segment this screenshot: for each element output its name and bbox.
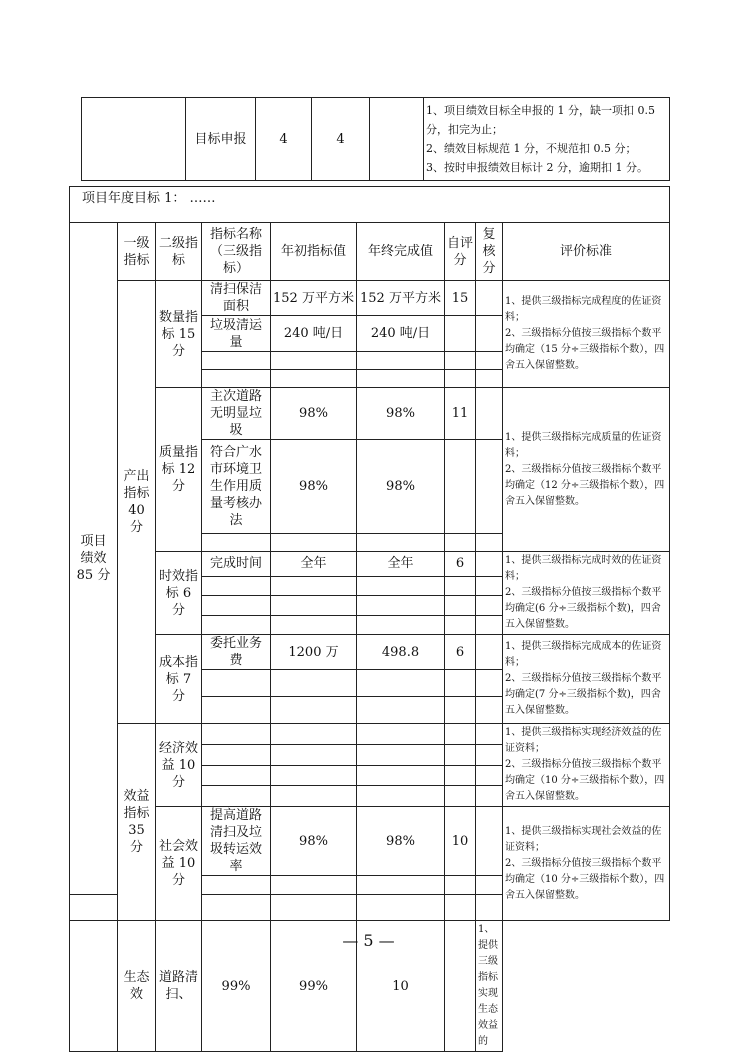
- cost-label: 成本指标 7 分: [156, 635, 202, 724]
- cell-initial: 1200 万: [271, 635, 357, 670]
- cell-initial: 全年: [271, 552, 357, 577]
- header-level3: 指标名称（三级指标）: [202, 223, 271, 281]
- header-level2: 二级指标: [156, 223, 202, 281]
- cell-initial: 240 吨/日: [271, 316, 357, 352]
- social-label: 社会效益 10 分: [156, 807, 202, 921]
- cell-final: 98%: [357, 807, 445, 876]
- cell-initial: 98%: [271, 440, 357, 534]
- cell-final: 98%: [357, 440, 445, 534]
- cell-initial: 98%: [271, 807, 357, 876]
- cell-final: 498.8: [357, 635, 445, 670]
- cell-final: 98%: [357, 388, 445, 440]
- cell-initial: 99%: [202, 921, 271, 1052]
- cell-name: 清扫保洁面积: [202, 281, 271, 316]
- weight: 4: [256, 98, 312, 181]
- timeliness-label: 时效指标 6 分: [156, 552, 202, 635]
- ecology-criteria: 1、提供三级指标实现生态效益的: [476, 921, 503, 1052]
- output-label: 产出指标 40 分: [118, 281, 156, 724]
- quality-criteria: 1、提供三级指标完成质量的佐证资料； 2、三级指标分值按三级指标个数平均确定（12 分÷三级指标个数），四舍五入保留整数。: [503, 388, 670, 552]
- cell-name: 完成时间: [202, 552, 271, 577]
- cell-name: 道路清扫、: [156, 921, 202, 1052]
- cell-final: 152 万平方米: [357, 281, 445, 316]
- item-label: 目标申报: [186, 98, 256, 181]
- cell-name: 委托业务费: [202, 635, 271, 670]
- criteria-text: 1、项目绩效目标全申报的 1 分，缺一项扣 0.5 分，扣完为止； 2、绩效目标规范 1 分，不规范扣 0.5 分； 3、按时申报绩效目标计 2 分，逾期扣 1 分。: [424, 98, 670, 181]
- cost-criteria: 1、提供三级指标完成成本的佐证资料； 2、三级指标分值按三级指标个数平均确定(7 分÷三级指标个数)，四舍五入保留整数。: [503, 635, 670, 724]
- timeliness-criteria: 1、提供三级指标完成时效的佐证资料； 2、三级指标分值按三级指标个数平均确定(6 分÷三级指标个数)，四舍五入保留整数。: [503, 552, 670, 635]
- header-self-score: 自评分: [445, 223, 476, 281]
- economic-label: 经济效益 10 分: [156, 724, 202, 807]
- project-label: 项目绩效 85 分: [76, 534, 111, 583]
- page-number: — 5 —: [342, 931, 395, 950]
- score: 4: [312, 98, 370, 181]
- header-criteria: 评价标准: [503, 223, 670, 281]
- social-criteria: 1、提供三级指标实现社会效益的佐证资料； 2、三级指标分值按三级指标个数平均确定（10 分÷三级指标个数），四舍五入保留整数。: [503, 807, 670, 921]
- cell-score: 10: [445, 807, 476, 876]
- cell-score: 10: [357, 921, 445, 1052]
- ecology-label: 生态效: [118, 921, 156, 1052]
- cell-initial: 152 万平方米: [271, 281, 357, 316]
- header-review: 复核分: [476, 223, 503, 281]
- benefit-label: 效益指标 35 分: [118, 724, 156, 921]
- cell-score: 15: [445, 281, 476, 316]
- cell-initial: 98%: [271, 388, 357, 440]
- cell-score: 11: [445, 388, 476, 440]
- annual-goal: 项目年度目标 1： ……: [70, 187, 670, 223]
- header-final: 年终完成值: [357, 223, 445, 281]
- cell-score: 6: [445, 635, 476, 670]
- quality-label: 质量指标 12 分: [156, 388, 202, 552]
- header-initial: 年初指标值: [271, 223, 357, 281]
- cell-name: 垃圾清运量: [202, 316, 271, 352]
- main-table: [69, 186, 670, 1052]
- cell-score: 6: [445, 552, 476, 577]
- top-table: [81, 97, 670, 181]
- quantity-label: 数量指标 15 分: [156, 281, 202, 388]
- header-level1: 一级指标: [118, 223, 156, 281]
- cell-name: 提高道路清扫及垃圾转运效率: [202, 807, 271, 876]
- economic-criteria: 1、提供三级指标实现经济效益的佐证资料； 2、三级指标分值按三级指标个数平均确定（10 分÷三级指标个数），四舍五入保留整数。: [503, 724, 670, 807]
- cell-name: 主次道路无明显垃圾: [202, 388, 271, 440]
- cell-final: 全年: [357, 552, 445, 577]
- cell-final: 240 吨/日: [357, 316, 445, 352]
- cell-name: 符合广水市环境卫生作用质量考核办法: [202, 440, 271, 534]
- cell-final: 99%: [271, 921, 357, 1052]
- quantity-criteria: 1、提供三级指标完成程度的佐证资料； 2、三级指标分值按三级指标个数平均确定（15 分÷三级指标个数），四舍五入保留整数。: [503, 281, 670, 388]
